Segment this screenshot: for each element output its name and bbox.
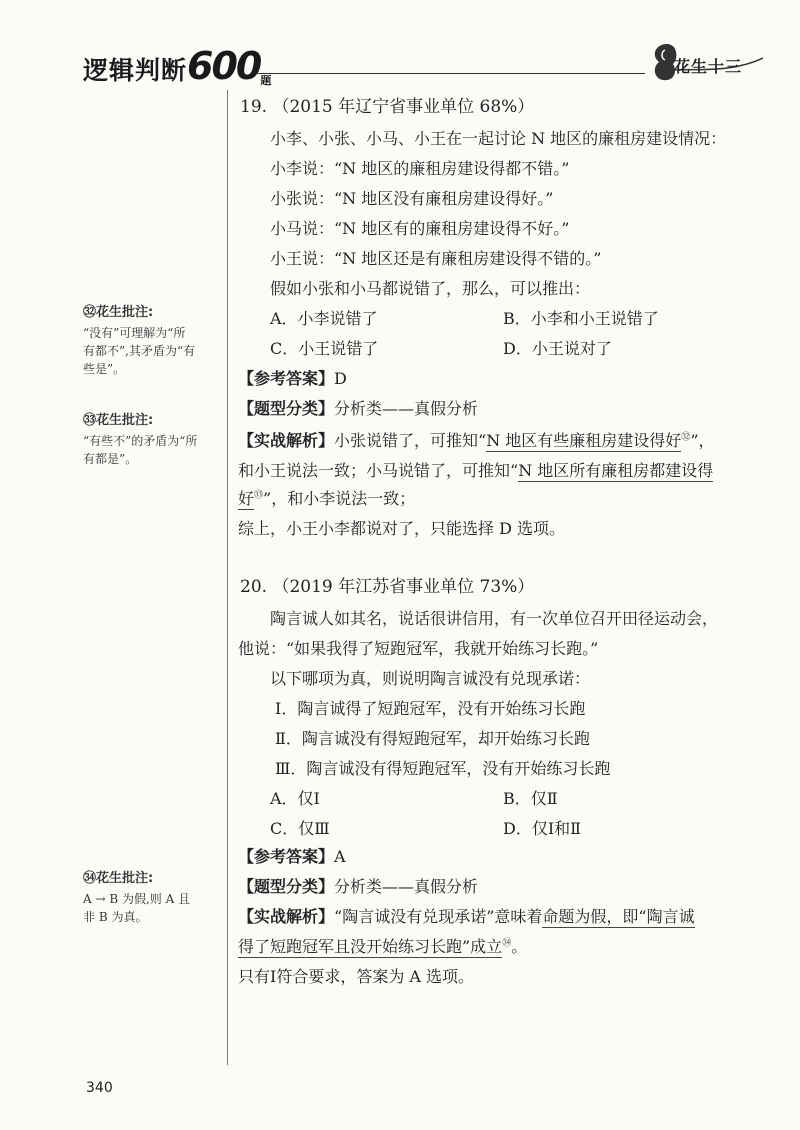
answer-value: D <box>334 369 347 388</box>
note-line: 非 B 为真。 <box>83 910 148 924</box>
q20-item-2: Ⅱ．陶言诚没有得短跑冠军，却开始练习长跑 <box>275 729 590 748</box>
sidebar-note-34 <box>83 870 223 926</box>
q20-type <box>238 874 478 897</box>
q19-stem-line: 小张说：“N 地区没有廉租房建设得好。” <box>270 189 554 208</box>
q20-option-d: D．仅Ⅰ和Ⅱ <box>503 819 582 838</box>
q20-stem-line: 以下哪项为真，则说明陶言诚没有兑现承诺： <box>270 669 591 688</box>
q19-stem-line: 小李说：“N 地区的廉租房建设得都不错。” <box>270 159 570 178</box>
q19-option-c: C．小王说错了 <box>270 339 379 358</box>
q19-analysis-line-1 <box>238 428 715 451</box>
footnote-marker: ㉞ <box>502 938 512 949</box>
analysis-label: 【实战解析】 <box>238 907 335 926</box>
analysis-label: 【实战解析】 <box>238 431 335 450</box>
q19-conclusion: 综上，小王小李都说对了，只能选择 D 选项。 <box>238 519 566 538</box>
note-line: “有些不”的矛盾为“所 <box>83 434 198 448</box>
analysis-text: 和小王说法一致；小马说错了，可推知“ <box>238 461 519 480</box>
sidebar-note-32 <box>83 304 223 378</box>
page-number: 340 <box>86 1080 113 1096</box>
analysis-text: 小张说错了，可推知“ <box>334 431 487 450</box>
underlined-text: N 地区有些廉租房建设得好 <box>486 431 682 450</box>
underlined-text: 好 <box>238 489 255 508</box>
q20-stem-line: 陶言诚人如其名，说话很讲信用，有一次单位召开田径运动会， <box>270 609 719 628</box>
answer-label: 【参考答案】 <box>238 369 335 388</box>
q19-analysis-line-3 <box>238 486 415 509</box>
note-title: ㉜花生批注: <box>83 305 154 320</box>
analysis-text: “陶言诚没有兑现承诺”意味着 <box>334 907 543 926</box>
q20-heading: 20. （2019 年江苏省事业单位 73%） <box>240 577 535 597</box>
type-value: 分析类——真假分析 <box>334 877 479 896</box>
q19-option-a: A．小李说错了 <box>270 309 378 328</box>
analysis-text: ”， <box>690 431 715 450</box>
q19-stem-line: 小李、小张、小马、小王在一起讨论 N 地区的廉租房建设情况： <box>270 129 727 148</box>
note-line: 些是”。 <box>83 362 126 376</box>
page-header <box>0 0 800 90</box>
q19-option-d: D．小王说对了 <box>503 339 612 358</box>
q20-option-c: C．仅Ⅲ <box>270 819 330 838</box>
margin-divider <box>227 90 228 1065</box>
q19-answer <box>238 366 347 389</box>
q20-option-a: A．仅Ⅰ <box>270 789 320 808</box>
sidebar-note-33 <box>83 412 223 468</box>
book-title-number: 600 <box>187 44 261 88</box>
q20-item-1: Ⅰ．陶言诚得了短跑冠军，没有开始练习长跑 <box>275 699 586 718</box>
book-title-suffix: 题 <box>260 74 273 87</box>
footnote-marker: ㉝ <box>254 490 264 501</box>
book-title <box>83 44 272 88</box>
header-rule <box>255 73 645 74</box>
analysis-text: 。 <box>511 937 528 956</box>
q20-analysis-line-2 <box>238 934 527 957</box>
type-value: 分析类——真假分析 <box>334 399 479 418</box>
q20-stem-line: 他说：“如果我得了短跑冠军，我就开始练习长跑。” <box>238 639 599 658</box>
underlined-text: N 地区所有廉租房都建设得 <box>518 461 714 480</box>
q20-item-3: Ⅲ．陶言诚没有得短跑冠军，没有开始练习长跑 <box>275 759 611 778</box>
note-line: 有都不”,其矛盾为“有 <box>83 344 196 358</box>
q20-conclusion: 只有Ⅰ符合要求，答案为 A 选项。 <box>238 967 475 986</box>
answer-value: A <box>334 847 346 866</box>
note-line: “没有”可理解为“所 <box>83 326 186 340</box>
note-line: 有都是”。 <box>83 452 138 466</box>
q19-stem-line: 小马说：“N 地区有的廉租房建设得不好。” <box>270 219 570 238</box>
book-title-prefix: 逻辑判断 <box>83 56 188 85</box>
brand-name: 花生十三 <box>674 57 743 76</box>
type-label: 【题型分类】 <box>238 399 335 418</box>
q19-analysis-line-2 <box>238 458 713 481</box>
answer-label: 【参考答案】 <box>238 847 335 866</box>
q19-heading: 19. （2015 年辽宁省事业单位 68%） <box>240 97 535 117</box>
footnote-marker: ㉜ <box>681 432 691 443</box>
q19-stem-line: 假如小张和小马都说错了，那么，可以推出： <box>270 279 591 298</box>
q20-option-b: B．仅Ⅱ <box>503 789 558 808</box>
q19-stem-line: 小王说：“N 地区还是有廉租房建设得不错的。” <box>270 249 602 268</box>
q19-type <box>238 396 478 419</box>
analysis-text: ”，和小李说法一致； <box>263 489 416 508</box>
underlined-text: 命题为假，即“陶言诚 <box>542 907 695 926</box>
note-title: ㉝花生批注: <box>83 413 154 428</box>
q19-option-b: B．小李和小王说错了 <box>503 309 659 328</box>
q20-answer <box>238 844 346 867</box>
q20-analysis-line-1 <box>238 904 695 927</box>
note-line: A → B 为假,则 A 且 <box>83 892 191 906</box>
note-title: ㉞花生批注: <box>83 871 154 886</box>
underlined-text: 得了短跑冠军且没开始练习长跑”成立 <box>238 937 503 956</box>
type-label: 【题型分类】 <box>238 877 335 896</box>
